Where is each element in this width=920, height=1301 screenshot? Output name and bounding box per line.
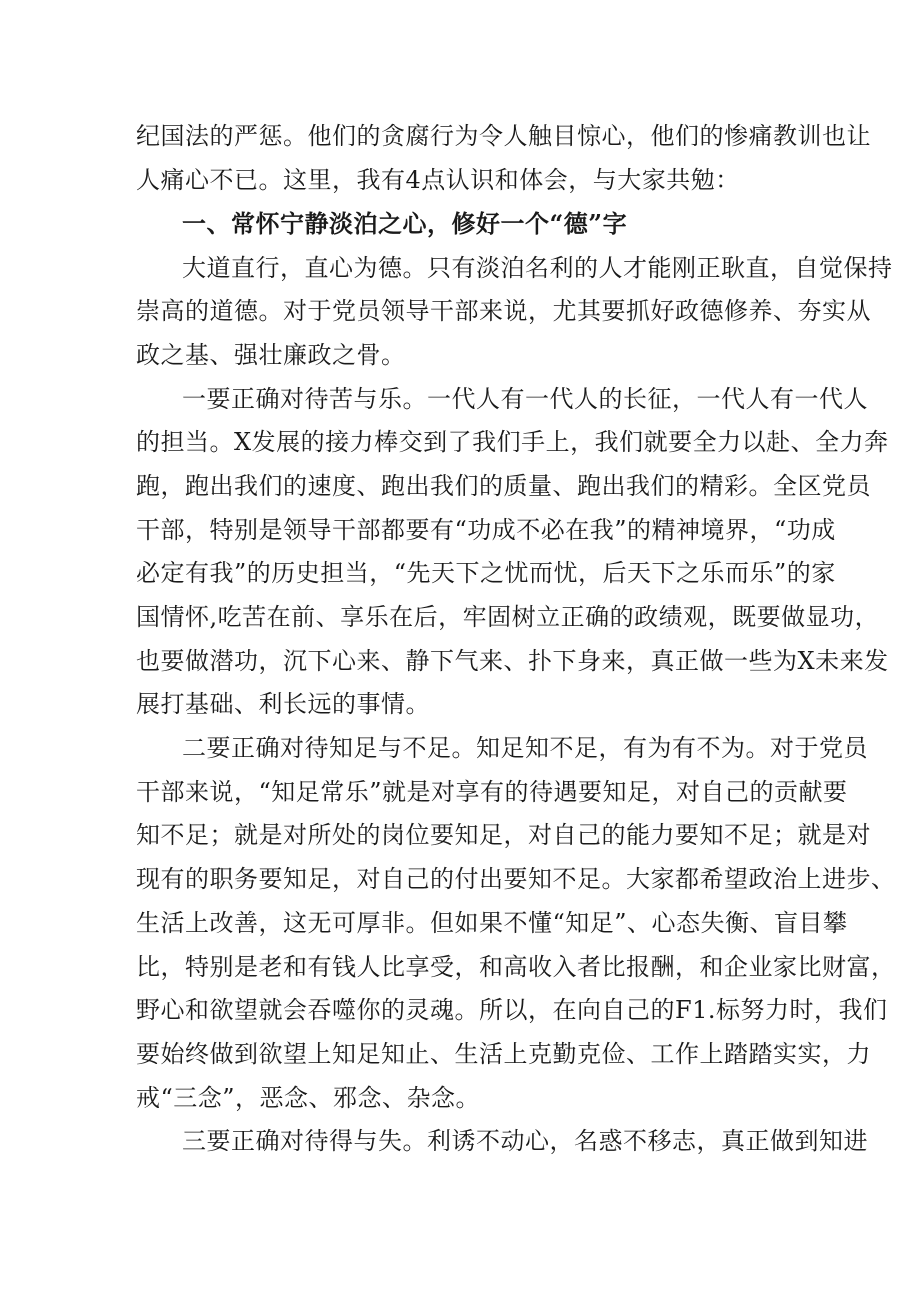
- paragraph-line: 也要做潜功，沉下心来、静下气来、扑下身来，真正做一些为X未来发: [136, 647, 889, 675]
- paragraph-line: 政之基、强壮廉政之骨。: [136, 341, 406, 369]
- paragraph-line: 干部来说，“知足常乐”就是对享有的待遇要知足，对自己的贡献要: [136, 778, 848, 806]
- paragraph-line: 二要正确对待知足与不足。知足知不足，有为有不为。对于党员: [182, 734, 868, 762]
- paragraph-line: 大道直行，直心为德。只有淡泊名利的人才能刚正耿直，自觉保持: [182, 254, 893, 282]
- paragraph-line: 一要正确对待苦与乐。一代人有一代人的长征，一代人有一代人: [182, 385, 868, 413]
- paragraph-line: 生活上改善，这无可厚非。但如果不懂“知足”、心态失衡、盲目攀: [136, 909, 848, 937]
- paragraph-line: 比，特别是老和有钱人比享受，和高收入者比报酬，和企业家比财富，: [136, 953, 896, 981]
- paragraph-line: 展打基础、利长远的事情。: [136, 690, 430, 718]
- paragraph-line: 崇高的道德。对于党员领导干部来说，尤其要抓好政德修养、夯实从: [136, 297, 871, 325]
- paragraph-line: 跑，跑出我们的速度、跑出我们的质量、跑出我们的精彩。全区党员: [136, 472, 871, 500]
- paragraph-line: 的担当。X发展的接力棒交到了我们手上，我们就要全力以赴、全力奔: [136, 428, 889, 456]
- paragraph-line: 要始终做到欲望上知足知止、生活上克勤克俭、工作上踏踏实实，力: [136, 1040, 871, 1068]
- paragraph-line: 戒“三念”，恶念、邪念、杂念。: [136, 1084, 481, 1112]
- paragraph-line: 必定有我”的历史担当，“先天下之忧而忧，后天下之乐而乐”的家: [136, 559, 836, 587]
- paragraph-line: 三要正确对待得与失。利诱不动心，名惑不移志，真正做到知进: [182, 1127, 868, 1155]
- paragraph-line: 知不足；就是对所处的岗位要知足，对自己的能力要知不足；就是对: [136, 821, 871, 849]
- paragraph-line: 现有的职务要知足，对自己的付出要知不足。大家都希望政治上进步、: [136, 865, 896, 893]
- paragraph-line: 国情怀,吃苦在前、享乐在后，牢固树立正确的政绩观，既要做显功，: [136, 603, 880, 631]
- paragraph-line: 野心和欲望就会吞噬你的灵魂。所以，在向自己的F1.标努力时，我们: [136, 996, 888, 1024]
- paragraph-line: 纪国法的严惩。他们的贪腐行为令人触目惊心，他们的惨痛教训也让: [136, 122, 871, 150]
- paragraph-line: 人痛心不已。这里，我有4点认识和体会，与大家共勉：: [136, 166, 740, 194]
- paragraph-line: 干部，特别是领导干部都要有“功成不必在我”的精神境界，“功成: [136, 516, 836, 544]
- section-heading: 一、常怀宁静淡泊之心，修好一个“德”字: [182, 209, 628, 238]
